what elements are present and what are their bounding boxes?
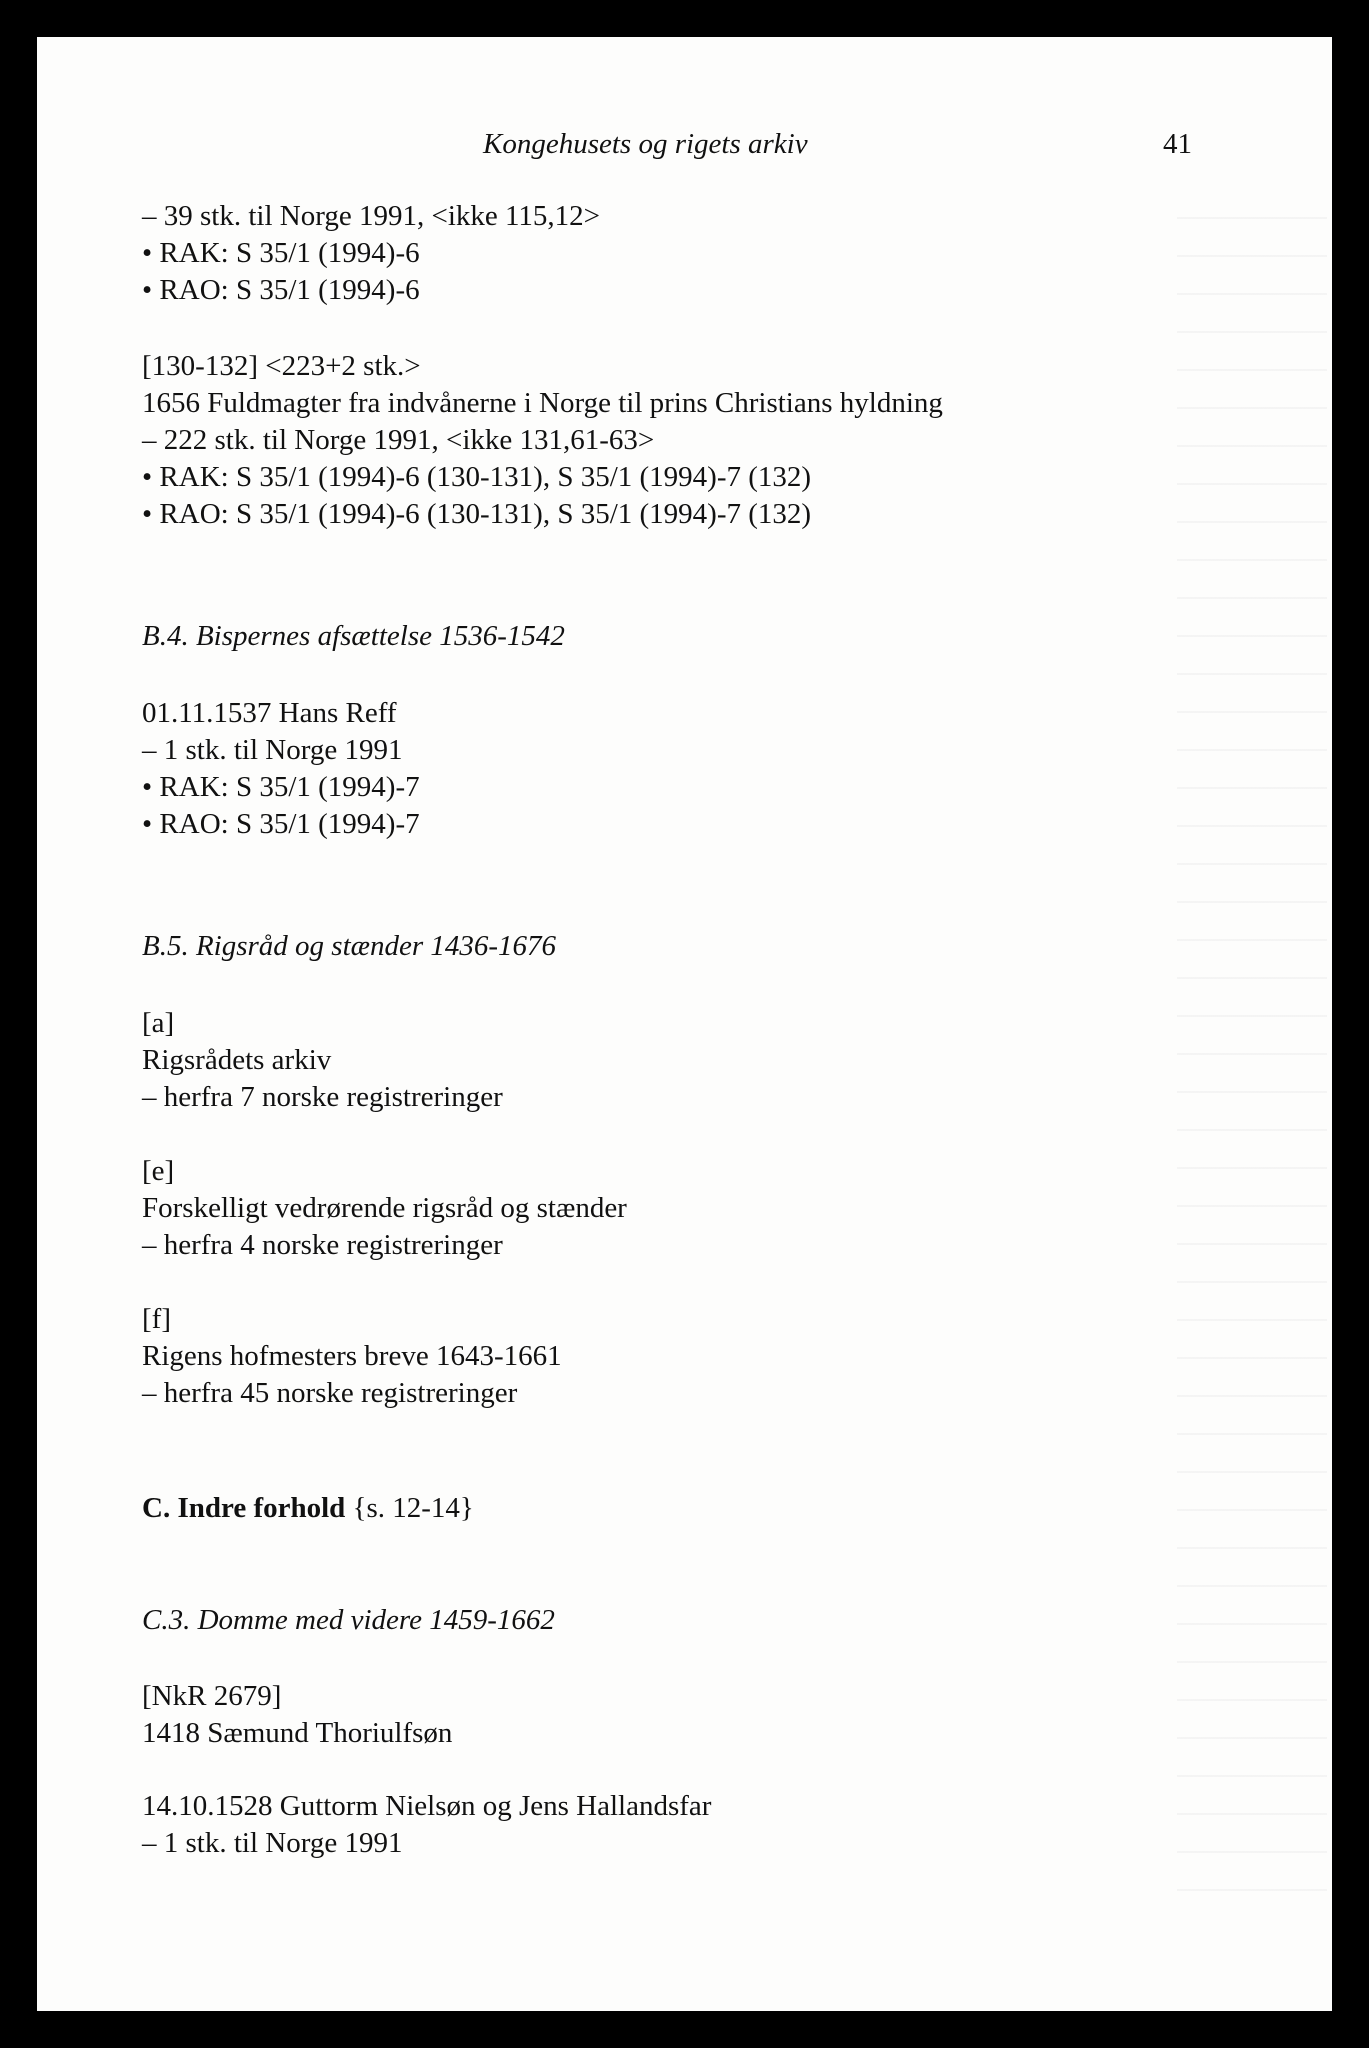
entry-line: • RAO: S 35/1 (1994)-6 xyxy=(142,274,420,306)
running-title: Kongehusets og rigets arkiv xyxy=(483,128,808,160)
entry-line: [f] xyxy=(142,1303,171,1335)
entry-line: [130-132] <223+2 stk.> xyxy=(142,350,421,382)
document-page xyxy=(37,37,1332,2011)
entry-line: • RAO: S 35/1 (1994)-7 xyxy=(142,808,420,840)
entry-line: – 39 stk. til Norge 1991, <ikke 115,12> xyxy=(142,200,601,232)
page-number: 41 xyxy=(1163,128,1192,160)
entry-line: • RAO: S 35/1 (1994)-6 (130-131), S 35/1 (1994)-7 (132) xyxy=(142,498,812,530)
section-heading-c xyxy=(142,1489,474,1527)
entry-line: – 1 stk. til Norge 1991 xyxy=(142,1827,403,1859)
entry-line: Rigens hofmesters breve 1643-1661 xyxy=(142,1340,562,1372)
bleed-through-texture xyxy=(1177,217,1327,1917)
entry-line: • RAK: S 35/1 (1994)-7 xyxy=(142,771,420,803)
entry-line: 1418 Sæmund Thoriulfsøn xyxy=(142,1717,453,1749)
entry-line: • RAK: S 35/1 (1994)-6 xyxy=(142,237,420,269)
entry-line: 1656 Fuldmagter fra indvånerne i Norge til prins Christians hyldning xyxy=(142,387,943,419)
entry-line: – herfra 7 norske registreringer xyxy=(142,1081,503,1113)
entry-line: [a] xyxy=(142,1007,175,1039)
entry-line: • RAK: S 35/1 (1994)-6 (130-131), S 35/1 (1994)-7 (132) xyxy=(142,461,812,493)
entry-line: 14.10.1528 Guttorm Nielsøn og Jens Hallandsfar xyxy=(142,1790,712,1822)
section-heading-b5: B.5. Rigsråd og stænder 1436-1676 xyxy=(142,930,557,962)
entry-line: Forskelligt vedrørende rigsråd og stænder xyxy=(142,1192,627,1224)
entry-line: – 222 stk. til Norge 1991, <ikke 131,61-63> xyxy=(142,424,655,456)
section-heading-c-ref: {s. 12-14} xyxy=(345,1492,474,1524)
entry-line: Rigsrådets arkiv xyxy=(142,1044,332,1076)
section-heading-c-title: C. Indre forhold xyxy=(142,1492,346,1524)
entry-line: [NkR 2679] xyxy=(142,1680,282,1712)
entry-line: – herfra 45 norske registreringer xyxy=(142,1377,518,1409)
entry-line: – herfra 4 norske registreringer xyxy=(142,1229,503,1261)
section-heading-b4: B.4. Bispernes afsættelse 1536-1542 xyxy=(142,620,565,652)
entry-line: – 1 stk. til Norge 1991 xyxy=(142,734,403,766)
entry-line: [e] xyxy=(142,1155,175,1187)
entry-line: 01.11.1537 Hans Reff xyxy=(142,697,397,729)
running-header xyxy=(37,128,1332,168)
section-heading-c3: C.3. Domme med videre 1459-1662 xyxy=(142,1604,555,1636)
